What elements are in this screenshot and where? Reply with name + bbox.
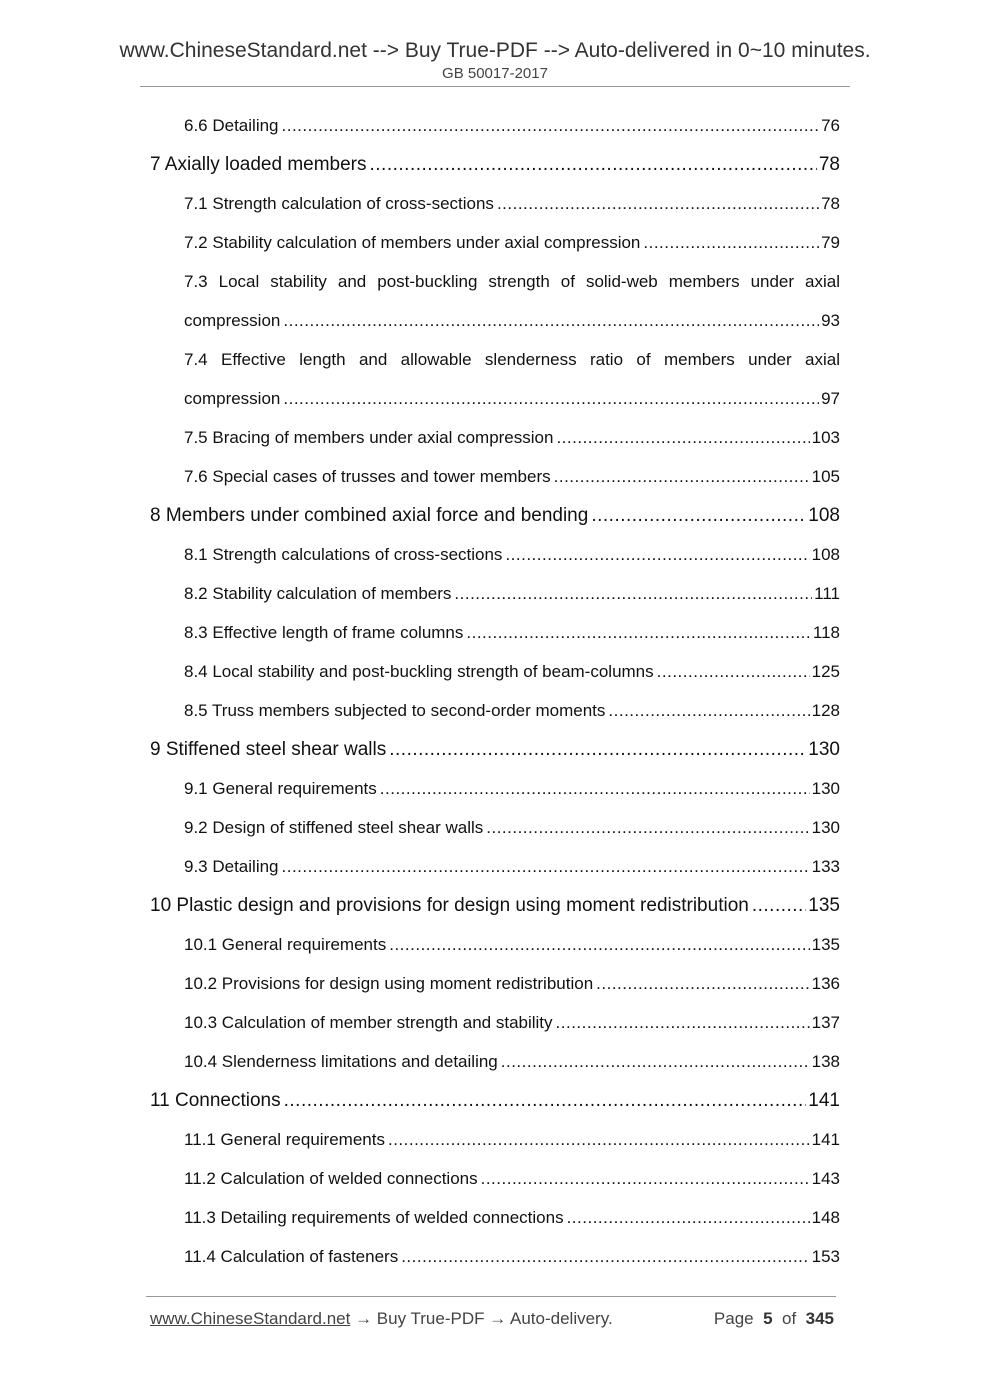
toc-page-number: 133 [811, 857, 840, 876]
toc-page-number: 141 [808, 1090, 840, 1111]
toc-page-number: 130 [811, 818, 840, 837]
toc-entry-label: 9.2 Design of stiffened steel shear walls [184, 818, 484, 837]
toc-entry[interactable] [150, 652, 840, 691]
toc-page-number: 137 [811, 1013, 840, 1032]
dot-leader [284, 1081, 807, 1120]
toc-entry-label: 7.3 Local stability and post-buckling strength of solid-web members under axial [184, 272, 840, 291]
toc-entry[interactable] [150, 496, 840, 535]
dot-leader [567, 1198, 810, 1237]
toc-entry-label: 11.4 Calculation of fasteners [184, 1247, 399, 1266]
toc-entry[interactable] [150, 184, 840, 223]
toc-page-number: 135 [808, 895, 840, 916]
toc-entry[interactable] [150, 1003, 840, 1042]
toc-entry[interactable] [150, 886, 840, 925]
dot-leader [283, 301, 819, 340]
dot-leader [608, 691, 809, 730]
toc-entry[interactable] [150, 1120, 840, 1159]
toc-entry[interactable] [150, 613, 840, 652]
page-word: Page [713, 1309, 754, 1328]
dot-leader [501, 1042, 810, 1081]
toc-entry-label: 8.2 Stability calculation of members [184, 584, 452, 603]
toc-entry[interactable] [150, 1198, 840, 1237]
dot-leader [505, 535, 809, 574]
toc-page-number: 93 [821, 311, 840, 330]
toc-page-number: 79 [821, 233, 840, 252]
toc-entry[interactable] [150, 925, 840, 964]
toc-entry[interactable] [150, 1159, 840, 1198]
dot-leader [283, 379, 819, 418]
toc-entry-label: 10.3 Calculation of member strength and stability [184, 1013, 553, 1032]
toc-entry[interactable] [150, 457, 840, 496]
toc-entry-label: 7.1 Strength calculation of cross-sections [184, 194, 494, 213]
toc-entry-label: 11.1 General requirements [184, 1130, 385, 1149]
toc-entry-label: 11.2 Calculation of welded connections [184, 1169, 478, 1188]
dot-leader [657, 652, 810, 691]
dot-leader [370, 145, 817, 184]
toc-entry[interactable] [150, 1042, 840, 1081]
dot-leader [556, 418, 809, 457]
toc-page-number: 130 [811, 779, 840, 798]
toc-page-number: 103 [811, 428, 840, 447]
toc-entry-label: 6.6 Detailing [184, 116, 279, 135]
toc-entry[interactable] [150, 418, 840, 457]
dot-leader [282, 847, 810, 886]
dot-leader [454, 574, 812, 613]
dot-leader [556, 1003, 810, 1042]
toc-entry[interactable] [150, 145, 840, 184]
toc-page-number: 148 [811, 1208, 840, 1227]
toc-page-number: 130 [808, 739, 840, 760]
toc-entry-label: 8.3 Effective length of frame columns [184, 623, 464, 642]
toc-page-number: 118 [812, 623, 840, 642]
toc-page-number: 97 [821, 389, 840, 408]
toc-page-number: 105 [811, 467, 840, 486]
toc-page-number: 141 [811, 1130, 840, 1149]
dot-leader [389, 730, 806, 769]
toc-entry[interactable] [150, 106, 840, 145]
toc-entry-label: compression [184, 311, 281, 330]
toc-entry-label: 7.4 Effective length and allowable slenderness ratio of members under axial [184, 350, 840, 369]
toc-entry[interactable] [150, 964, 840, 1003]
toc-entry-label: 10.2 Provisions for design using moment redistribution [184, 974, 594, 993]
toc-entry-label: 7.6 Special cases of trusses and tower members [184, 467, 551, 486]
toc-entry-label: 11.3 Detailing requirements of welded connections [184, 1208, 564, 1227]
toc-page-number: 138 [811, 1052, 840, 1071]
toc-entry[interactable] [150, 223, 840, 262]
dot-leader [554, 457, 810, 496]
toc-entry[interactable] [150, 769, 840, 808]
toc-entry-label: 10.1 General requirements [184, 935, 387, 954]
toc-page-number: 108 [808, 505, 840, 526]
dot-leader [389, 925, 809, 964]
toc-entry-label: 7.5 Bracing of members under axial compression [184, 428, 554, 447]
dot-leader [596, 964, 809, 1003]
dot-leader [466, 613, 811, 652]
toc-page-number: 78 [821, 194, 840, 213]
toc-entry-label: compression [184, 389, 281, 408]
toc-page-number: 108 [811, 545, 840, 564]
toc-entry[interactable] [150, 262, 840, 340]
toc-page-number: 143 [811, 1169, 840, 1188]
toc-page-number: 128 [811, 701, 840, 720]
table-of-contents [150, 106, 840, 1276]
header-banner[interactable]: www.ChineseStandard.net --> Buy True-PDF --> Auto-delivered in 0~10 minutes. [119, 39, 871, 62]
toc-entry-label: 7.2 Stability calculation of members under axial compression [184, 233, 641, 252]
footer-link[interactable]: www.ChineseStandard.net [150, 1309, 351, 1328]
toc-entry-label: 8.4 Local stability and post-buckling strength of beam-columns [184, 662, 654, 681]
dot-leader [401, 1237, 809, 1276]
toc-page-number: 78 [818, 154, 840, 175]
toc-entry-label: 8.5 Truss members subjected to second-order moments [184, 701, 606, 720]
toc-entry-label: 11 Connections [150, 1090, 281, 1111]
toc-page-number: 125 [811, 662, 840, 681]
toc-entry[interactable] [150, 847, 840, 886]
of-word: of [781, 1309, 797, 1328]
toc-entry-label: 10 Plastic design and provisions for design using moment redistribution [150, 895, 749, 916]
toc-page-number: 76 [821, 116, 840, 135]
total-pages: 345 [805, 1309, 834, 1328]
toc-entry[interactable] [150, 574, 840, 613]
dot-leader [388, 1120, 810, 1159]
toc-entry-label: 9.1 General requirements [184, 779, 377, 798]
toc-entry[interactable] [150, 1081, 840, 1120]
footer [150, 1309, 834, 1329]
toc-entry-label: 9.3 Detailing [184, 857, 279, 876]
page-indicator [714, 1309, 834, 1329]
toc-entry-label: 7 Axially loaded members [150, 154, 367, 175]
toc-entry[interactable] [150, 340, 840, 418]
toc-page-number: 135 [811, 935, 840, 954]
toc-entry[interactable] [150, 730, 840, 769]
footer-text: → Buy True-PDF → Auto-delivery. [355, 1309, 613, 1328]
dot-leader [481, 1159, 810, 1198]
toc-entry[interactable] [150, 808, 840, 847]
dot-leader [643, 223, 819, 262]
toc-page-number: 111 [814, 584, 840, 603]
toc-entry-label: 10.4 Slenderness limitations and detailing [184, 1052, 498, 1071]
dot-leader [752, 886, 806, 925]
toc-page-number: 153 [811, 1247, 840, 1266]
footer-divider [146, 1296, 836, 1297]
dot-leader [380, 769, 810, 808]
dot-leader [497, 184, 819, 223]
toc-entry-label: 9 Stiffened steel shear walls [150, 739, 387, 760]
toc-entry[interactable] [150, 535, 840, 574]
dot-leader [591, 496, 806, 535]
header-divider [140, 86, 850, 87]
toc-entry[interactable] [150, 1237, 840, 1276]
dot-leader [282, 106, 820, 145]
toc-entry-label: 8.1 Strength calculations of cross-sections [184, 545, 503, 564]
toc-page-number: 136 [811, 974, 840, 993]
current-page: 5 [763, 1309, 773, 1328]
toc-entry[interactable] [150, 691, 840, 730]
standard-number: GB 50017-2017 [442, 65, 548, 82]
toc-entry-label: 8 Members under combined axial force and bending [150, 505, 589, 526]
dot-leader [486, 808, 809, 847]
